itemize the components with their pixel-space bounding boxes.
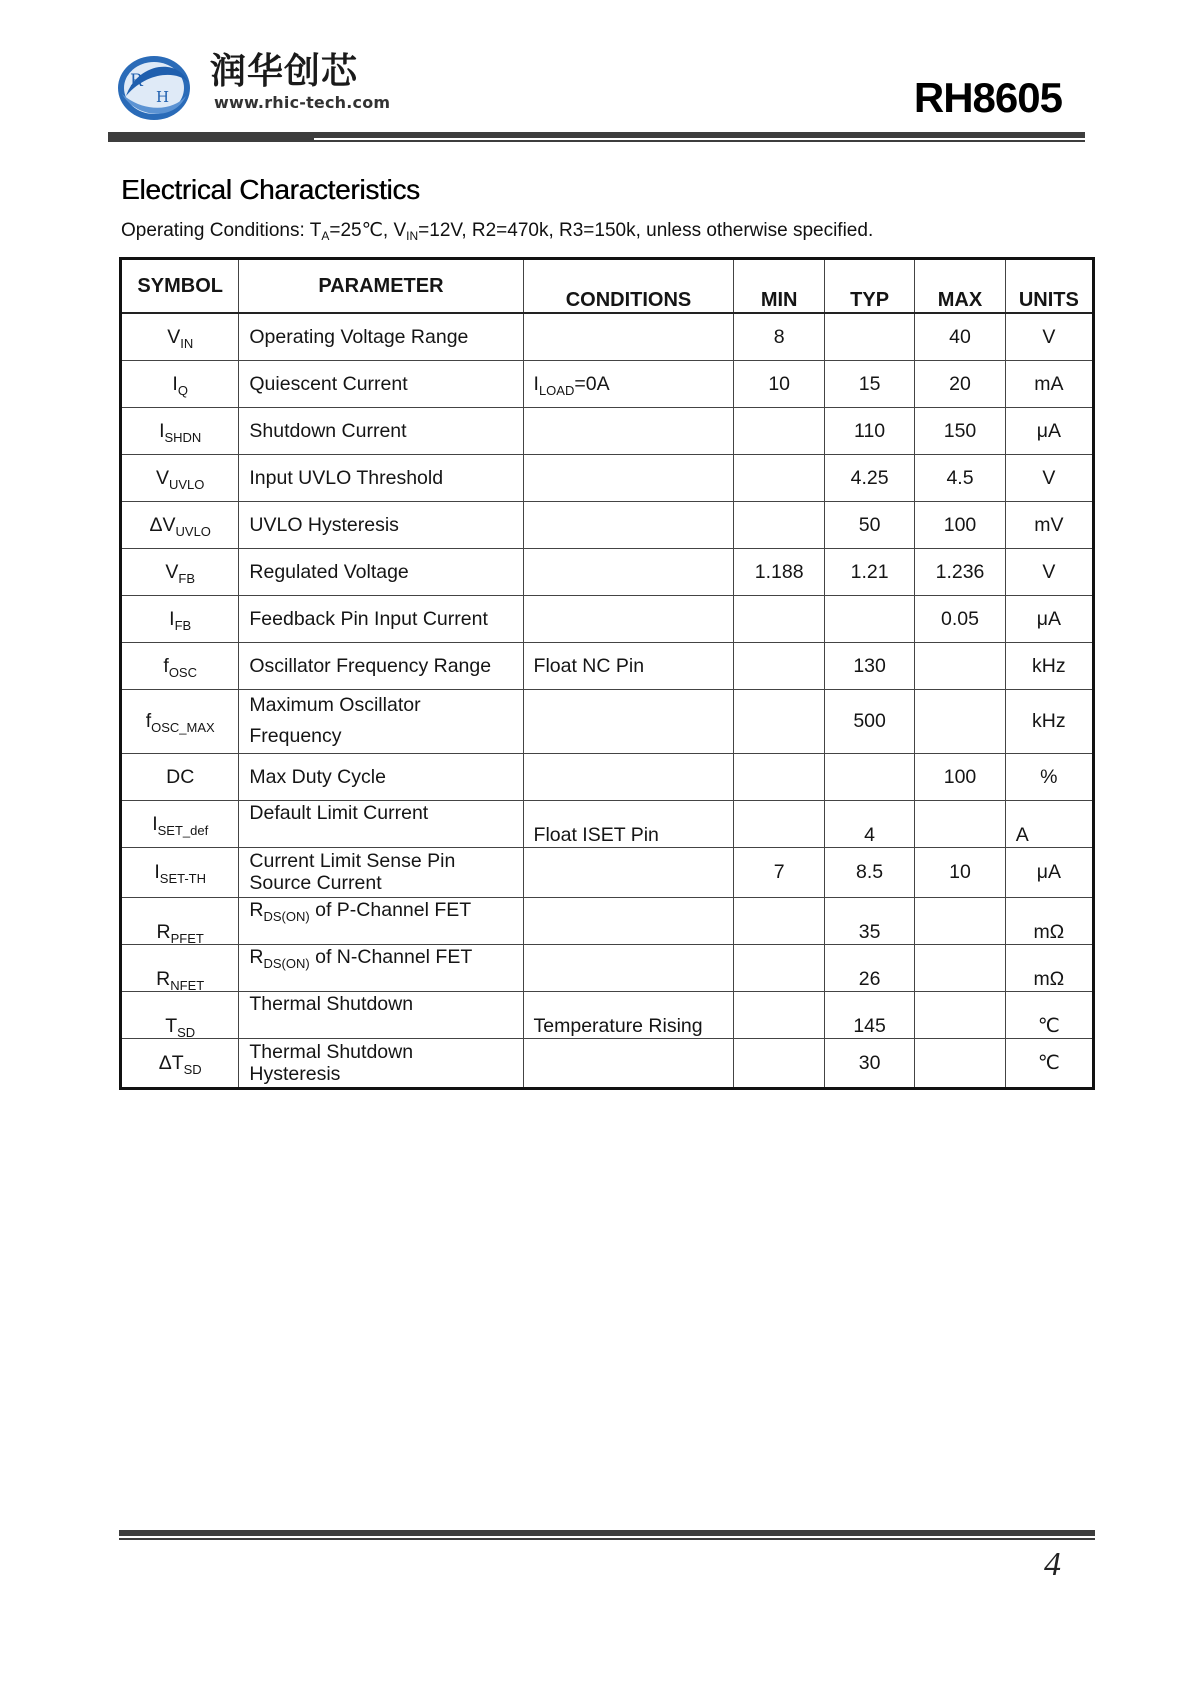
cell-typ: 4.25 <box>824 454 914 501</box>
cell-typ: 110 <box>824 407 914 454</box>
cell-typ <box>824 753 914 800</box>
table-row <box>121 642 1094 689</box>
cell-typ: 35 <box>824 897 914 944</box>
col-units: UNITS <box>1005 259 1093 314</box>
cell-symbol: DC <box>121 753 239 800</box>
cell-max: 1.236 <box>915 548 1005 595</box>
cell-typ: 26 <box>824 944 914 991</box>
cell-typ: 1.21 <box>824 548 914 595</box>
cell-typ <box>824 595 914 642</box>
cell-symbol: $V_{UVLO}$ <box>121 454 239 501</box>
cell-max: 20 <box>915 360 1005 407</box>
cell-typ: 8.5 <box>824 847 914 897</box>
cell-symbol: $I_Q$ <box>121 360 239 407</box>
col-typ: TYP <box>824 259 914 314</box>
cell-max <box>915 944 1005 991</box>
table-row <box>121 313 1094 360</box>
cell-max <box>915 897 1005 944</box>
cell-symbol: $f_{OSC\_MAX}$ <box>121 689 239 753</box>
cell-max: 40 <box>915 313 1005 360</box>
cell-min <box>734 800 824 847</box>
cell-max <box>915 800 1005 847</box>
cell-conditions <box>523 313 734 360</box>
table-row <box>121 501 1094 548</box>
cell-conditions <box>523 847 734 897</box>
cell-unit: A <box>1005 800 1093 847</box>
cell-min <box>734 753 824 800</box>
cell-max: 0.05 <box>915 595 1005 642</box>
cell-parameter: Quiescent Current <box>239 360 523 407</box>
cell-unit: mΩ <box>1005 944 1093 991</box>
cell-conditions <box>523 548 734 595</box>
col-symbol: SYMBOL <box>121 259 239 314</box>
electrical-characteristics-table <box>119 257 1095 1090</box>
cell-unit: μA <box>1005 847 1093 897</box>
cell-parameter: UVLO Hysteresis <box>239 501 523 548</box>
cell-max: 4.5 <box>915 454 1005 501</box>
cell-unit: mΩ <box>1005 897 1093 944</box>
table-row <box>121 991 1094 1038</box>
cell-parameter: Regulated Voltage <box>239 548 523 595</box>
cell-conditions <box>523 944 734 991</box>
table-row <box>121 753 1094 800</box>
cell-unit: kHz <box>1005 689 1093 753</box>
cell-parameter: Operating Voltage Range <box>239 313 523 360</box>
cell-min: 8 <box>734 313 824 360</box>
company-logo-icon <box>116 52 196 122</box>
cell-conditions: Float NC Pin <box>523 642 734 689</box>
cell-min: 10 <box>734 360 824 407</box>
col-min: MIN <box>734 259 824 314</box>
cell-min: 7 <box>734 847 824 897</box>
table-row <box>121 595 1094 642</box>
cell-conditions <box>523 595 734 642</box>
table-header-row <box>121 259 1094 314</box>
cell-max: 150 <box>915 407 1005 454</box>
cell-min <box>734 1038 824 1088</box>
cell-max <box>915 689 1005 753</box>
table-row <box>121 407 1094 454</box>
cell-conditions <box>523 501 734 548</box>
header-divider-thin <box>108 140 1085 142</box>
cell-typ: 4 <box>824 800 914 847</box>
table-row <box>121 360 1094 407</box>
cell-conditions <box>523 753 734 800</box>
cell-parameter: Thermal Shutdown Hysteresis <box>239 1038 523 1088</box>
cell-parameter: Maximum Oscillator Frequency <box>239 689 523 753</box>
cell-conditions: $I_{LOAD}=0A$ <box>523 360 734 407</box>
cell-max: 100 <box>915 501 1005 548</box>
cell-typ: 145 <box>824 991 914 1038</box>
section-title: Electrical Characteristics <box>121 174 420 205</box>
cell-symbol: $T_{SD}$ <box>121 991 239 1038</box>
cell-parameter: Oscillator Frequency Range <box>239 642 523 689</box>
cell-typ: 500 <box>824 689 914 753</box>
col-conditions: CONDITIONS <box>523 259 734 314</box>
cell-min <box>734 897 824 944</box>
cell-conditions: Temperature Rising <box>523 991 734 1038</box>
cell-parameter: $R_{DS(ON)}$ of P-Channel FET <box>239 897 523 944</box>
col-parameter: PARAMETER <box>239 259 523 314</box>
cell-unit: kHz <box>1005 642 1093 689</box>
part-number: RH8605 <box>913 74 1062 121</box>
page-number: 4 <box>1044 1546 1061 1583</box>
cell-parameter: Input UVLO Threshold <box>239 454 523 501</box>
cell-conditions: Float ISET Pin <box>523 800 734 847</box>
svg-text:R: R <box>130 71 143 91</box>
cell-symbol: $I_{SET-TH}$ <box>121 847 239 897</box>
cell-typ <box>824 313 914 360</box>
cell-unit: % <box>1005 753 1093 800</box>
cell-max <box>915 642 1005 689</box>
cell-symbol: $I_{FB}$ <box>121 595 239 642</box>
cell-conditions <box>523 407 734 454</box>
cell-unit: μA <box>1005 595 1093 642</box>
footer-divider-thin <box>119 1538 1095 1540</box>
cell-max: 10 <box>915 847 1005 897</box>
cell-symbol: $V_{IN}$ <box>121 313 239 360</box>
table-row <box>121 548 1094 595</box>
cell-min <box>734 944 824 991</box>
cell-symbol: $V_{FB}$ <box>121 548 239 595</box>
col-max: MAX <box>915 259 1005 314</box>
cell-min <box>734 991 824 1038</box>
cell-symbol: $I_{SHDN}$ <box>121 407 239 454</box>
table-row <box>121 689 1094 753</box>
cell-conditions <box>523 1038 734 1088</box>
table-row <box>121 944 1094 991</box>
cell-conditions <box>523 689 734 753</box>
cell-parameter: Max Duty Cycle <box>239 753 523 800</box>
cell-unit: ℃ <box>1005 1038 1093 1088</box>
cell-unit: V <box>1005 454 1093 501</box>
cell-parameter: Default Limit Current <box>239 800 523 847</box>
table-row <box>121 454 1094 501</box>
cell-unit: μA <box>1005 407 1093 454</box>
cell-min <box>734 689 824 753</box>
table-row <box>121 800 1094 847</box>
cell-unit: V <box>1005 548 1093 595</box>
cell-parameter: Thermal Shutdown <box>239 991 523 1038</box>
cell-conditions <box>523 454 734 501</box>
cell-max <box>915 1038 1005 1088</box>
company-url: www.rhic-tech.com <box>214 93 391 112</box>
cell-min <box>734 454 824 501</box>
cell-parameter: Shutdown Current <box>239 407 523 454</box>
cell-symbol: $f_{OSC}$ <box>121 642 239 689</box>
cell-symbol: $R_{PFET}$ <box>121 897 239 944</box>
cell-unit: mV <box>1005 501 1093 548</box>
cell-min <box>734 501 824 548</box>
cell-typ: 130 <box>824 642 914 689</box>
cell-max: 100 <box>915 753 1005 800</box>
company-name-cn: 润华创芯 <box>210 51 359 92</box>
cell-unit: ℃ <box>1005 991 1093 1038</box>
cell-typ: 30 <box>824 1038 914 1088</box>
cell-conditions <box>523 897 734 944</box>
footer-divider <box>119 1530 1095 1536</box>
cell-parameter: $R_{DS(ON)}$ of N-Channel FET <box>239 944 523 991</box>
cell-typ: 50 <box>824 501 914 548</box>
cell-min: 1.188 <box>734 548 824 595</box>
cell-symbol: $I_{SET\_def}$ <box>121 800 239 847</box>
table-row <box>121 847 1094 897</box>
table-row <box>121 1038 1094 1088</box>
table-row <box>121 897 1094 944</box>
cell-typ: 15 <box>824 360 914 407</box>
svg-text:H: H <box>156 88 170 106</box>
cell-unit: V <box>1005 313 1093 360</box>
cell-unit: mA <box>1005 360 1093 407</box>
operating-conditions: Operating Conditions: $T_A=25℃$, $V_{IN}=12V$, R2=470k, R3=150k, unless otherwise specified. <box>121 220 874 243</box>
cell-parameter: Feedback Pin Input Current <box>239 595 523 642</box>
cell-parameter: Current Limit Sense Pin Source Current <box>239 847 523 897</box>
cell-max <box>915 991 1005 1038</box>
cell-min <box>734 642 824 689</box>
cell-symbol: $R_{NFET}$ <box>121 944 239 991</box>
cell-symbol: $\Delta V_{UVLO}$ <box>121 501 239 548</box>
cell-min <box>734 407 824 454</box>
cell-symbol: $\Delta T_{SD}$ <box>121 1038 239 1088</box>
cell-min <box>734 595 824 642</box>
